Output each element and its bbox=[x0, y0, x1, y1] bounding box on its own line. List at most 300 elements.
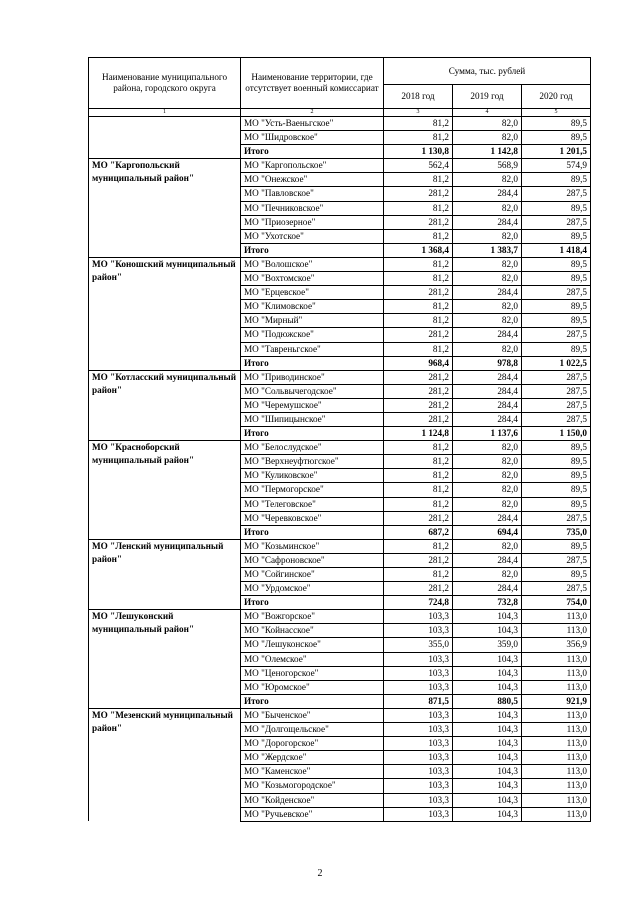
sum-2019: 82,0 bbox=[453, 201, 522, 215]
district-cell bbox=[89, 201, 241, 215]
sum-2020: 356,9 bbox=[522, 638, 591, 652]
header-sum: Сумма, тыс. рублей bbox=[384, 58, 591, 85]
sum-2018: 281,2 bbox=[384, 286, 453, 300]
sum-2020: 113,0 bbox=[522, 723, 591, 737]
sum-2018: 281,2 bbox=[384, 328, 453, 342]
sum-2019: 1 383,7 bbox=[453, 243, 522, 257]
sum-2018: 281,2 bbox=[384, 553, 453, 567]
territory-name: МО "Черемушское" bbox=[241, 398, 384, 412]
sum-2019: 104,3 bbox=[453, 723, 522, 737]
sum-2020: 287,5 bbox=[522, 398, 591, 412]
sum-2018: 81,2 bbox=[384, 272, 453, 286]
sum-2018: 103,3 bbox=[384, 708, 453, 722]
table-body bbox=[89, 117, 591, 822]
table-row bbox=[89, 652, 591, 666]
sum-2020: 89,5 bbox=[522, 539, 591, 553]
table-row bbox=[89, 328, 591, 342]
territory-name: МО "Павловское" bbox=[241, 187, 384, 201]
district-cell bbox=[89, 483, 241, 497]
sum-2018: 103,3 bbox=[384, 666, 453, 680]
header-year-2019: 2019 год bbox=[453, 85, 522, 109]
territory-name: МО "Ухотское" bbox=[241, 229, 384, 243]
territory-name: МО "Печниковское" bbox=[241, 201, 384, 215]
header-year-2020: 2020 год bbox=[522, 85, 591, 109]
table-row bbox=[89, 666, 591, 680]
sum-2019: 104,3 bbox=[453, 624, 522, 638]
column-index: 4 bbox=[453, 109, 522, 117]
sum-2020: 113,0 bbox=[522, 624, 591, 638]
district-label: МО "Лешуконский муниципальный район" bbox=[92, 611, 195, 635]
table-row bbox=[89, 610, 591, 624]
sum-2018: 103,3 bbox=[384, 765, 453, 779]
sum-2018: 81,2 bbox=[384, 201, 453, 215]
table-row bbox=[89, 342, 591, 356]
sum-2019: 284,4 bbox=[453, 553, 522, 567]
table-row bbox=[89, 131, 591, 145]
sum-2020: 89,5 bbox=[522, 483, 591, 497]
sum-2019: 104,3 bbox=[453, 751, 522, 765]
sum-2020: 89,5 bbox=[522, 229, 591, 243]
sum-2020: 89,5 bbox=[522, 300, 591, 314]
sum-2019: 284,4 bbox=[453, 187, 522, 201]
district-name bbox=[89, 159, 241, 184]
sum-2020: 287,5 bbox=[522, 370, 591, 384]
district-cell bbox=[89, 427, 241, 441]
table-row bbox=[89, 356, 591, 370]
sum-2018: 81,2 bbox=[384, 469, 453, 483]
sum-2019: 978,8 bbox=[453, 356, 522, 370]
funding-table bbox=[88, 57, 591, 822]
sum-2018: 281,2 bbox=[384, 398, 453, 412]
sum-2019: 880,5 bbox=[453, 694, 522, 708]
sum-2018: 281,2 bbox=[384, 215, 453, 229]
sum-2019: 82,0 bbox=[453, 117, 522, 131]
sum-2020: 287,5 bbox=[522, 582, 591, 596]
territory-name: МО "Сойгинское" bbox=[241, 568, 384, 582]
district-cell bbox=[89, 145, 241, 159]
sum-2019: 82,0 bbox=[453, 173, 522, 187]
total-label: Итого bbox=[241, 356, 384, 370]
sum-2018: 81,2 bbox=[384, 497, 453, 511]
sum-2019: 284,4 bbox=[453, 582, 522, 596]
sum-2018: 355,0 bbox=[384, 638, 453, 652]
district-cell bbox=[89, 511, 241, 525]
table-row bbox=[89, 765, 591, 779]
sum-2019: 104,3 bbox=[453, 807, 522, 821]
table-row bbox=[89, 145, 591, 159]
table-row bbox=[89, 117, 591, 131]
sum-2018: 281,2 bbox=[384, 187, 453, 201]
district-cell bbox=[89, 765, 241, 779]
sum-2019: 82,0 bbox=[453, 272, 522, 286]
district-cell bbox=[89, 398, 241, 412]
sum-2019: 284,4 bbox=[453, 412, 522, 426]
territory-name: МО "Койденское" bbox=[241, 793, 384, 807]
district-cell bbox=[89, 469, 241, 483]
district-name bbox=[89, 708, 241, 734]
total-label: Итого bbox=[241, 243, 384, 257]
table-row bbox=[89, 737, 591, 751]
sum-2020: 89,5 bbox=[522, 272, 591, 286]
table-row bbox=[89, 370, 591, 384]
sum-2020: 113,0 bbox=[522, 737, 591, 751]
territory-name: МО "Шидровское" bbox=[241, 131, 384, 145]
territory-name: МО "Куликовское" bbox=[241, 469, 384, 483]
territory-name: МО "Вохтомское" bbox=[241, 272, 384, 286]
territory-name: МО "Усть-Ваеньгское" bbox=[241, 117, 384, 131]
territory-name: МО "Ручьевское" bbox=[241, 807, 384, 821]
sum-2018: 103,3 bbox=[384, 793, 453, 807]
territory-name: МО "Юромское" bbox=[241, 680, 384, 694]
sum-2018: 687,2 bbox=[384, 525, 453, 539]
sum-2019: 284,4 bbox=[453, 384, 522, 398]
district-cell bbox=[89, 596, 241, 610]
district-cell bbox=[89, 807, 241, 821]
table-row bbox=[89, 751, 591, 765]
territory-name: МО "Сольвычегодское" bbox=[241, 384, 384, 398]
territory-name: МО "Пермогорское" bbox=[241, 483, 384, 497]
sum-2020: 287,5 bbox=[522, 384, 591, 398]
district-cell bbox=[89, 638, 241, 652]
territory-name: МО "Дорогорское" bbox=[241, 737, 384, 751]
header-year-2018: 2018 год bbox=[384, 85, 453, 109]
sum-2020: 89,5 bbox=[522, 117, 591, 131]
sum-2018: 1 130,8 bbox=[384, 145, 453, 159]
sum-2020: 574,9 bbox=[522, 159, 591, 173]
sum-2019: 568,9 bbox=[453, 159, 522, 173]
sum-2020: 113,0 bbox=[522, 779, 591, 793]
sum-2020: 287,5 bbox=[522, 553, 591, 567]
sum-2020: 89,5 bbox=[522, 497, 591, 511]
column-index: 2 bbox=[241, 109, 384, 117]
territory-name: МО "Онежское" bbox=[241, 173, 384, 187]
sum-2018: 103,3 bbox=[384, 652, 453, 666]
district-cell bbox=[89, 582, 241, 596]
sum-2020: 89,5 bbox=[522, 257, 591, 271]
sum-2019: 284,4 bbox=[453, 215, 522, 229]
table-row bbox=[89, 483, 591, 497]
sum-2020: 113,0 bbox=[522, 765, 591, 779]
sum-2018: 81,2 bbox=[384, 257, 453, 271]
sum-2020: 89,5 bbox=[522, 441, 591, 455]
territory-name: МО "Урдомское" bbox=[241, 582, 384, 596]
district-label: МО "Котласский муниципальный район" bbox=[92, 371, 237, 395]
total-label: Итого bbox=[241, 596, 384, 610]
sum-2018: 81,2 bbox=[384, 117, 453, 131]
sum-2019: 82,0 bbox=[453, 131, 522, 145]
territory-name: МО "Вожгорское" bbox=[241, 610, 384, 624]
district-cell bbox=[89, 314, 241, 328]
table-row bbox=[89, 286, 591, 300]
total-label: Итого bbox=[241, 145, 384, 159]
sum-2018: 81,2 bbox=[384, 568, 453, 582]
sum-2019: 82,0 bbox=[453, 539, 522, 553]
total-label: Итого bbox=[241, 427, 384, 441]
territory-name: МО "Козьминское" bbox=[241, 539, 384, 553]
district-cell bbox=[89, 793, 241, 807]
sum-2020: 921,9 bbox=[522, 694, 591, 708]
territory-name: МО "Долгощельское" bbox=[241, 723, 384, 737]
table-row bbox=[89, 694, 591, 708]
territory-name: МО "Приводинское" bbox=[241, 370, 384, 384]
sum-2019: 104,3 bbox=[453, 737, 522, 751]
sum-2019: 82,0 bbox=[453, 469, 522, 483]
district-name bbox=[89, 539, 241, 564]
sum-2018: 1 368,4 bbox=[384, 243, 453, 257]
sum-2018: 103,3 bbox=[384, 751, 453, 765]
district-cell bbox=[89, 243, 241, 257]
district-cell bbox=[89, 215, 241, 229]
column-index: 3 bbox=[384, 109, 453, 117]
sum-2020: 287,5 bbox=[522, 511, 591, 525]
sum-2019: 104,3 bbox=[453, 765, 522, 779]
district-name bbox=[89, 117, 241, 131]
territory-name: МО "Олемское" bbox=[241, 652, 384, 666]
sum-2020: 113,0 bbox=[522, 793, 591, 807]
sum-2019: 284,4 bbox=[453, 370, 522, 384]
sum-2020: 287,5 bbox=[522, 412, 591, 426]
table-row bbox=[89, 469, 591, 483]
sum-2020: 89,5 bbox=[522, 173, 591, 187]
column-index-row bbox=[89, 109, 591, 117]
sum-2018: 281,2 bbox=[384, 582, 453, 596]
sum-2020: 89,5 bbox=[522, 469, 591, 483]
sum-2018: 81,2 bbox=[384, 300, 453, 314]
sum-2018: 281,2 bbox=[384, 412, 453, 426]
sum-2018: 81,2 bbox=[384, 441, 453, 455]
table-row bbox=[89, 596, 591, 610]
sum-2019: 82,0 bbox=[453, 568, 522, 582]
sum-2019: 284,4 bbox=[453, 286, 522, 300]
sum-2019: 732,8 bbox=[453, 596, 522, 610]
sum-2019: 82,0 bbox=[453, 229, 522, 243]
sum-2020: 89,5 bbox=[522, 201, 591, 215]
table-row bbox=[89, 511, 591, 525]
district-cell bbox=[89, 412, 241, 426]
sum-2018: 81,2 bbox=[384, 173, 453, 187]
district-cell bbox=[89, 356, 241, 370]
territory-name: МО "Шипицынское" bbox=[241, 412, 384, 426]
territory-name: МО "Черевковское" bbox=[241, 511, 384, 525]
page-number: 2 bbox=[317, 868, 323, 879]
district-cell bbox=[89, 568, 241, 582]
table-row bbox=[89, 779, 591, 793]
sum-2018: 103,3 bbox=[384, 680, 453, 694]
district-cell bbox=[89, 328, 241, 342]
sum-2020: 89,5 bbox=[522, 131, 591, 145]
table-row bbox=[89, 807, 591, 821]
territory-name: МО "Койнасское" bbox=[241, 624, 384, 638]
table-row bbox=[89, 412, 591, 426]
table-row bbox=[89, 638, 591, 652]
sum-2020: 113,0 bbox=[522, 708, 591, 722]
sum-2018: 81,2 bbox=[384, 131, 453, 145]
sum-2020: 735,0 bbox=[522, 525, 591, 539]
table-row bbox=[89, 398, 591, 412]
sum-2020: 287,5 bbox=[522, 286, 591, 300]
sum-2020: 89,5 bbox=[522, 314, 591, 328]
sum-2020: 287,5 bbox=[522, 328, 591, 342]
table-row bbox=[89, 300, 591, 314]
sum-2018: 81,2 bbox=[384, 455, 453, 469]
sum-2019: 1 142,8 bbox=[453, 145, 522, 159]
sum-2018: 81,2 bbox=[384, 314, 453, 328]
column-index: 1 bbox=[89, 109, 241, 117]
total-label: Итого bbox=[241, 694, 384, 708]
column-index: 5 bbox=[522, 109, 591, 117]
sum-2018: 103,3 bbox=[384, 610, 453, 624]
territory-name: МО "Белослудское" bbox=[241, 441, 384, 455]
total-label: Итого bbox=[241, 525, 384, 539]
sum-2019: 104,3 bbox=[453, 793, 522, 807]
district-cell bbox=[89, 779, 241, 793]
sum-2019: 82,0 bbox=[453, 300, 522, 314]
territory-name: МО "Сафроновское" bbox=[241, 553, 384, 567]
table-row bbox=[89, 539, 591, 553]
district-name bbox=[89, 257, 241, 283]
sum-2018: 281,2 bbox=[384, 370, 453, 384]
sum-2018: 724,8 bbox=[384, 596, 453, 610]
sum-2019: 104,3 bbox=[453, 708, 522, 722]
sum-2019: 104,3 bbox=[453, 680, 522, 694]
table-row bbox=[89, 229, 591, 243]
table-row bbox=[89, 243, 591, 257]
sum-2018: 81,2 bbox=[384, 539, 453, 553]
sum-2020: 1 418,4 bbox=[522, 243, 591, 257]
sum-2019: 284,4 bbox=[453, 511, 522, 525]
sum-2019: 104,3 bbox=[453, 666, 522, 680]
territory-name: МО "Мирный" bbox=[241, 314, 384, 328]
territory-name: МО "Жердское" bbox=[241, 751, 384, 765]
sum-2020: 1 022,5 bbox=[522, 356, 591, 370]
table-row bbox=[89, 441, 591, 455]
table-row bbox=[89, 159, 591, 173]
sum-2020: 113,0 bbox=[522, 680, 591, 694]
sum-2019: 104,3 bbox=[453, 779, 522, 793]
territory-name: МО "Ценогорское" bbox=[241, 666, 384, 680]
table-row bbox=[89, 497, 591, 511]
table-row bbox=[89, 582, 591, 596]
sum-2018: 1 124,8 bbox=[384, 427, 453, 441]
territory-name: МО "Тавреньгское" bbox=[241, 342, 384, 356]
district-name bbox=[89, 441, 241, 466]
district-label: МО "Ленский муниципальный район" bbox=[92, 540, 224, 564]
sum-2020: 113,0 bbox=[522, 652, 591, 666]
territory-name: МО "Каргопольское" bbox=[241, 159, 384, 173]
sum-2020: 1 150,0 bbox=[522, 427, 591, 441]
table-row bbox=[89, 680, 591, 694]
sum-2018: 281,2 bbox=[384, 511, 453, 525]
sum-2020: 113,0 bbox=[522, 610, 591, 624]
district-label: МО "Каргопольский муниципальный район" bbox=[92, 160, 195, 184]
sum-2020: 287,5 bbox=[522, 187, 591, 201]
table-row bbox=[89, 215, 591, 229]
table-row bbox=[89, 568, 591, 582]
sum-2019: 82,0 bbox=[453, 455, 522, 469]
table-row bbox=[89, 201, 591, 215]
table-row bbox=[89, 793, 591, 807]
sum-2020: 113,0 bbox=[522, 666, 591, 680]
district-cell bbox=[89, 300, 241, 314]
district-cell bbox=[89, 187, 241, 201]
sum-2019: 1 137,6 bbox=[453, 427, 522, 441]
territory-name: МО "Лешуконское" bbox=[241, 638, 384, 652]
district-cell bbox=[89, 131, 241, 145]
table-row bbox=[89, 257, 591, 271]
table-row bbox=[89, 427, 591, 441]
table-row bbox=[89, 314, 591, 328]
sum-2020: 89,5 bbox=[522, 568, 591, 582]
district-label: МО "Мезенский муниципальный район" bbox=[92, 709, 233, 734]
sum-2019: 359,0 bbox=[453, 638, 522, 652]
territory-name: МО "Приозерное" bbox=[241, 215, 384, 229]
sum-2018: 103,3 bbox=[384, 737, 453, 751]
territory-name: МО "Козьмогородское" bbox=[241, 779, 384, 793]
sum-2018: 103,3 bbox=[384, 807, 453, 821]
sum-2018: 103,3 bbox=[384, 779, 453, 793]
sum-2020: 113,0 bbox=[522, 807, 591, 821]
district-label: МО "Красноборский муниципальный район" bbox=[92, 442, 195, 466]
district-cell bbox=[89, 652, 241, 666]
sum-2018: 562,4 bbox=[384, 159, 453, 173]
district-cell bbox=[89, 666, 241, 680]
sum-2020: 754,0 bbox=[522, 596, 591, 610]
sum-2019: 104,3 bbox=[453, 652, 522, 666]
sum-2019: 82,0 bbox=[453, 483, 522, 497]
sum-2020: 113,0 bbox=[522, 751, 591, 765]
district-cell bbox=[89, 497, 241, 511]
sum-2020: 1 201,5 bbox=[522, 145, 591, 159]
district-cell bbox=[89, 680, 241, 694]
sum-2019: 284,4 bbox=[453, 398, 522, 412]
header-district: Наименование муниципального района, городского округа bbox=[89, 58, 241, 109]
table-row bbox=[89, 708, 591, 722]
district-cell bbox=[89, 525, 241, 539]
sum-2019: 82,0 bbox=[453, 342, 522, 356]
territory-name: МО "Телеговское" bbox=[241, 497, 384, 511]
sum-2020: 287,5 bbox=[522, 215, 591, 229]
territory-name: МО "Быченское" bbox=[241, 708, 384, 722]
district-cell bbox=[89, 751, 241, 765]
sum-2019: 82,0 bbox=[453, 441, 522, 455]
table-row bbox=[89, 187, 591, 201]
sum-2018: 281,2 bbox=[384, 384, 453, 398]
sum-2018: 103,3 bbox=[384, 624, 453, 638]
territory-name: МО "Ерцевское" bbox=[241, 286, 384, 300]
territory-name: МО "Верхнеуфтюгское" bbox=[241, 455, 384, 469]
sum-2018: 81,2 bbox=[384, 342, 453, 356]
sum-2019: 284,4 bbox=[453, 328, 522, 342]
district-cell bbox=[89, 286, 241, 300]
district-cell bbox=[89, 737, 241, 751]
district-cell bbox=[89, 342, 241, 356]
district-label: МО "Коношский муниципальный район" bbox=[92, 258, 236, 283]
table-row bbox=[89, 525, 591, 539]
sum-2018: 103,3 bbox=[384, 723, 453, 737]
sum-2019: 104,3 bbox=[453, 610, 522, 624]
header-row bbox=[89, 58, 591, 85]
district-cell bbox=[89, 229, 241, 243]
territory-name: МО "Климовское" bbox=[241, 300, 384, 314]
sum-2020: 89,5 bbox=[522, 455, 591, 469]
sum-2018: 81,2 bbox=[384, 483, 453, 497]
sum-2018: 871,5 bbox=[384, 694, 453, 708]
sum-2018: 81,2 bbox=[384, 229, 453, 243]
district-cell bbox=[89, 694, 241, 708]
territory-name: МО "Каменское" bbox=[241, 765, 384, 779]
territory-name: МО "Подюжское" bbox=[241, 328, 384, 342]
sum-2020: 89,5 bbox=[522, 342, 591, 356]
